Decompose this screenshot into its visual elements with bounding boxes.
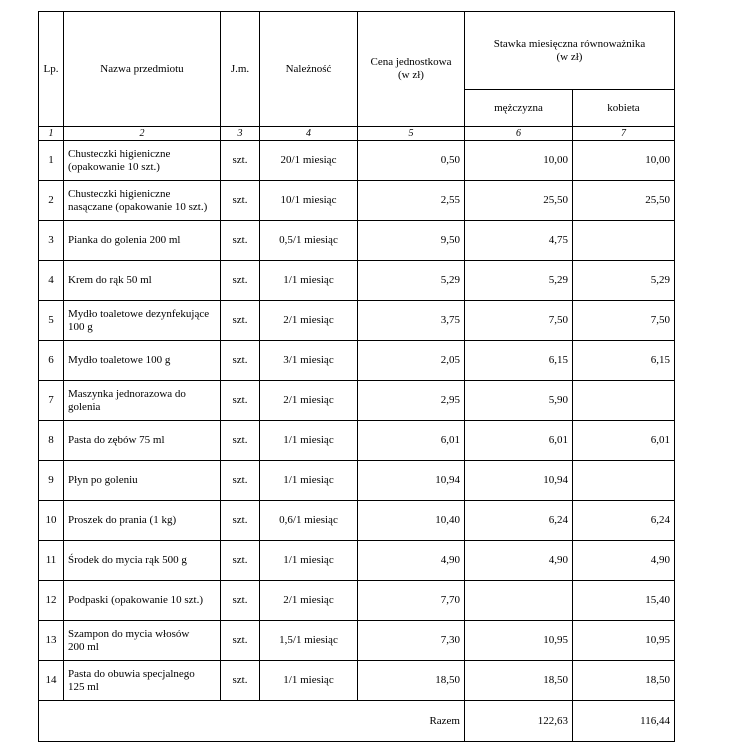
cell-price: 5,29 xyxy=(358,261,465,301)
cell-price: 10,40 xyxy=(358,501,465,541)
cell-name-line: golenia xyxy=(68,400,101,413)
column-number: 6 xyxy=(465,127,573,141)
cell-unit: szt. xyxy=(221,581,260,621)
cell-name xyxy=(64,501,221,541)
cell-name-line: Krem do rąk 50 ml xyxy=(68,274,152,286)
cell-women: 10,95 xyxy=(573,621,675,661)
cell-women: 6,15 xyxy=(573,341,675,381)
cell-due: 1/1 miesiąc xyxy=(260,661,358,701)
cell-name-line: Chusteczki higieniczne xyxy=(68,187,171,200)
cell-name xyxy=(64,661,221,701)
cell-name xyxy=(64,621,221,661)
cell-women: 10,00 xyxy=(573,141,675,181)
cell-women: 5,29 xyxy=(573,261,675,301)
cell-price: 2,05 xyxy=(358,341,465,381)
cell-name xyxy=(64,381,221,421)
column-number: 2 xyxy=(64,127,221,141)
cell-unit: szt. xyxy=(221,461,260,501)
cell-men: 5,90 xyxy=(465,381,573,421)
cell-due: 1/1 miesiąc xyxy=(260,421,358,461)
cell-price: 0,50 xyxy=(358,141,465,181)
cell-due: 20/1 miesiąc xyxy=(260,141,358,181)
cell-lp: 12 xyxy=(39,581,64,621)
cell-name-line: Mydło toaletowe 100 g xyxy=(68,354,171,366)
table-row xyxy=(39,621,675,661)
cell-name xyxy=(64,341,221,381)
cell-due: 1/1 miesiąc xyxy=(260,461,358,501)
cell-price: 4,90 xyxy=(358,541,465,581)
cell-price: 7,30 xyxy=(358,621,465,661)
header-women: kobieta xyxy=(573,90,675,127)
cell-unit: szt. xyxy=(221,341,260,381)
column-number: 5 xyxy=(358,127,465,141)
cell-due: 1/1 miesiąc xyxy=(260,261,358,301)
cell-name xyxy=(64,141,221,181)
cell-unit: szt. xyxy=(221,541,260,581)
cell-name-line: (opakowanie 10 szt.) xyxy=(68,160,160,173)
cell-lp: 10 xyxy=(39,501,64,541)
cell-men: 4,90 xyxy=(465,541,573,581)
cell-due: 2/1 miesiąc xyxy=(260,381,358,421)
cell-name xyxy=(64,261,221,301)
table-row xyxy=(39,261,675,301)
table-row xyxy=(39,461,675,501)
cell-due: 0,5/1 miesiąc xyxy=(260,221,358,261)
cell-men: 7,50 xyxy=(465,301,573,341)
header-price-line2: (w zł) xyxy=(398,69,424,81)
column-number: 3 xyxy=(221,127,260,141)
header-due: Należność xyxy=(260,12,358,127)
cell-name-line: Mydło toaletowe dezynfekujące xyxy=(68,307,210,320)
cell-name xyxy=(64,301,221,341)
cell-women xyxy=(573,461,675,501)
table-row xyxy=(39,301,675,341)
table-row xyxy=(39,381,675,421)
cell-price: 3,75 xyxy=(358,301,465,341)
cell-unit: szt. xyxy=(221,181,260,221)
cell-lp: 7 xyxy=(39,381,64,421)
cell-lp: 11 xyxy=(39,541,64,581)
cell-price: 7,70 xyxy=(358,581,465,621)
cell-men: 10,94 xyxy=(465,461,573,501)
cell-lp: 3 xyxy=(39,221,64,261)
total-men: 122,63 xyxy=(465,701,573,742)
table-row xyxy=(39,341,675,381)
cell-lp: 5 xyxy=(39,301,64,341)
cell-name-line: Płyn po goleniu xyxy=(68,474,138,486)
total-women: 116,44 xyxy=(573,701,675,742)
cell-lp: 14 xyxy=(39,661,64,701)
cell-name-line: Szampon do mycia włosów xyxy=(68,627,190,640)
cell-name-line: Maszynka jednorazowa do xyxy=(68,387,186,400)
cell-unit: szt. xyxy=(221,421,260,461)
cell-name xyxy=(64,461,221,501)
cell-name-line: 200 ml xyxy=(68,640,99,653)
table-row xyxy=(39,501,675,541)
cell-price: 9,50 xyxy=(358,221,465,261)
cell-men: 10,95 xyxy=(465,621,573,661)
header-men: mężczyzna xyxy=(465,90,573,127)
header-price-line1: Cena jednostkowa xyxy=(370,56,452,68)
cell-name xyxy=(64,421,221,461)
column-number: 1 xyxy=(39,127,64,141)
total-label: Razem xyxy=(39,701,465,742)
cell-men xyxy=(465,581,573,621)
cell-women: 18,50 xyxy=(573,661,675,701)
cell-unit: szt. xyxy=(221,261,260,301)
cell-price: 2,95 xyxy=(358,381,465,421)
cell-lp: 1 xyxy=(39,141,64,181)
cell-due: 3/1 miesiąc xyxy=(260,341,358,381)
cell-women: 25,50 xyxy=(573,181,675,221)
cell-name-line: Pasta do obuwia specjalnego xyxy=(68,667,195,680)
table-row xyxy=(39,421,675,461)
cell-unit: szt. xyxy=(221,501,260,541)
cell-women: 15,40 xyxy=(573,581,675,621)
cell-name xyxy=(64,581,221,621)
cell-lp: 8 xyxy=(39,421,64,461)
cell-due: 0,6/1 miesiąc xyxy=(260,501,358,541)
cell-men: 5,29 xyxy=(465,261,573,301)
header-row xyxy=(39,12,675,90)
cell-name-line: 125 ml xyxy=(68,680,99,693)
cell-women: 6,01 xyxy=(573,421,675,461)
cell-price: 6,01 xyxy=(358,421,465,461)
cell-men: 4,75 xyxy=(465,221,573,261)
allowance-table xyxy=(38,11,675,742)
cell-name-line: Podpaski (opakowanie 10 szt.) xyxy=(68,594,204,606)
cell-unit: szt. xyxy=(221,621,260,661)
cell-name-line: Pianka do golenia 200 ml xyxy=(68,234,181,246)
cell-women xyxy=(573,381,675,421)
cell-men: 25,50 xyxy=(465,181,573,221)
cell-lp: 6 xyxy=(39,341,64,381)
header-lp: Lp. xyxy=(39,12,64,127)
cell-name xyxy=(64,541,221,581)
cell-unit: szt. xyxy=(221,381,260,421)
header-rate-line1: Stawka miesięczna równoważnika xyxy=(493,37,646,50)
cell-lp: 9 xyxy=(39,461,64,501)
cell-men: 18,50 xyxy=(465,661,573,701)
cell-women: 4,90 xyxy=(573,541,675,581)
cell-name-line: Pasta do zębów 75 ml xyxy=(68,434,165,446)
cell-lp: 4 xyxy=(39,261,64,301)
header-price xyxy=(358,12,465,127)
cell-men: 6,01 xyxy=(465,421,573,461)
cell-unit: szt. xyxy=(221,661,260,701)
cell-name xyxy=(64,221,221,261)
cell-due: 10/1 miesiąc xyxy=(260,181,358,221)
table-row xyxy=(39,581,675,621)
cell-men: 6,24 xyxy=(465,501,573,541)
cell-name-line: nasączane (opakowanie 10 szt.) xyxy=(68,200,208,213)
header-rate xyxy=(465,12,675,90)
cell-men: 10,00 xyxy=(465,141,573,181)
total-row xyxy=(39,701,675,742)
column-number-row xyxy=(39,127,675,141)
cell-due: 1,5/1 miesiąc xyxy=(260,621,358,661)
table-row xyxy=(39,141,675,181)
cell-name-line: Proszek do prania (1 kg) xyxy=(68,514,177,526)
table-row xyxy=(39,221,675,261)
cell-due: 1/1 miesiąc xyxy=(260,541,358,581)
cell-unit: szt. xyxy=(221,221,260,261)
table-row xyxy=(39,541,675,581)
cell-women: 7,50 xyxy=(573,301,675,341)
table-row xyxy=(39,661,675,701)
table-row xyxy=(39,181,675,221)
header-rate-line2: (w zł) xyxy=(556,50,583,63)
cell-unit: szt. xyxy=(221,301,260,341)
cell-lp: 2 xyxy=(39,181,64,221)
header-name: Nazwa przedmiotu xyxy=(64,12,221,127)
cell-women: 6,24 xyxy=(573,501,675,541)
cell-women xyxy=(573,221,675,261)
column-number: 7 xyxy=(573,127,675,141)
cell-price: 10,94 xyxy=(358,461,465,501)
cell-due: 2/1 miesiąc xyxy=(260,301,358,341)
cell-name xyxy=(64,181,221,221)
cell-name-line: Chusteczki higieniczne xyxy=(68,147,171,160)
cell-name-line: 100 g xyxy=(68,320,93,333)
cell-unit: szt. xyxy=(221,141,260,181)
header-unit: J.m. xyxy=(221,12,260,127)
cell-lp: 13 xyxy=(39,621,64,661)
cell-price: 2,55 xyxy=(358,181,465,221)
cell-men: 6,15 xyxy=(465,341,573,381)
cell-price: 18,50 xyxy=(358,661,465,701)
cell-name-line: Środek do mycia rąk 500 g xyxy=(68,554,187,566)
cell-due: 2/1 miesiąc xyxy=(260,581,358,621)
column-number: 4 xyxy=(260,127,358,141)
